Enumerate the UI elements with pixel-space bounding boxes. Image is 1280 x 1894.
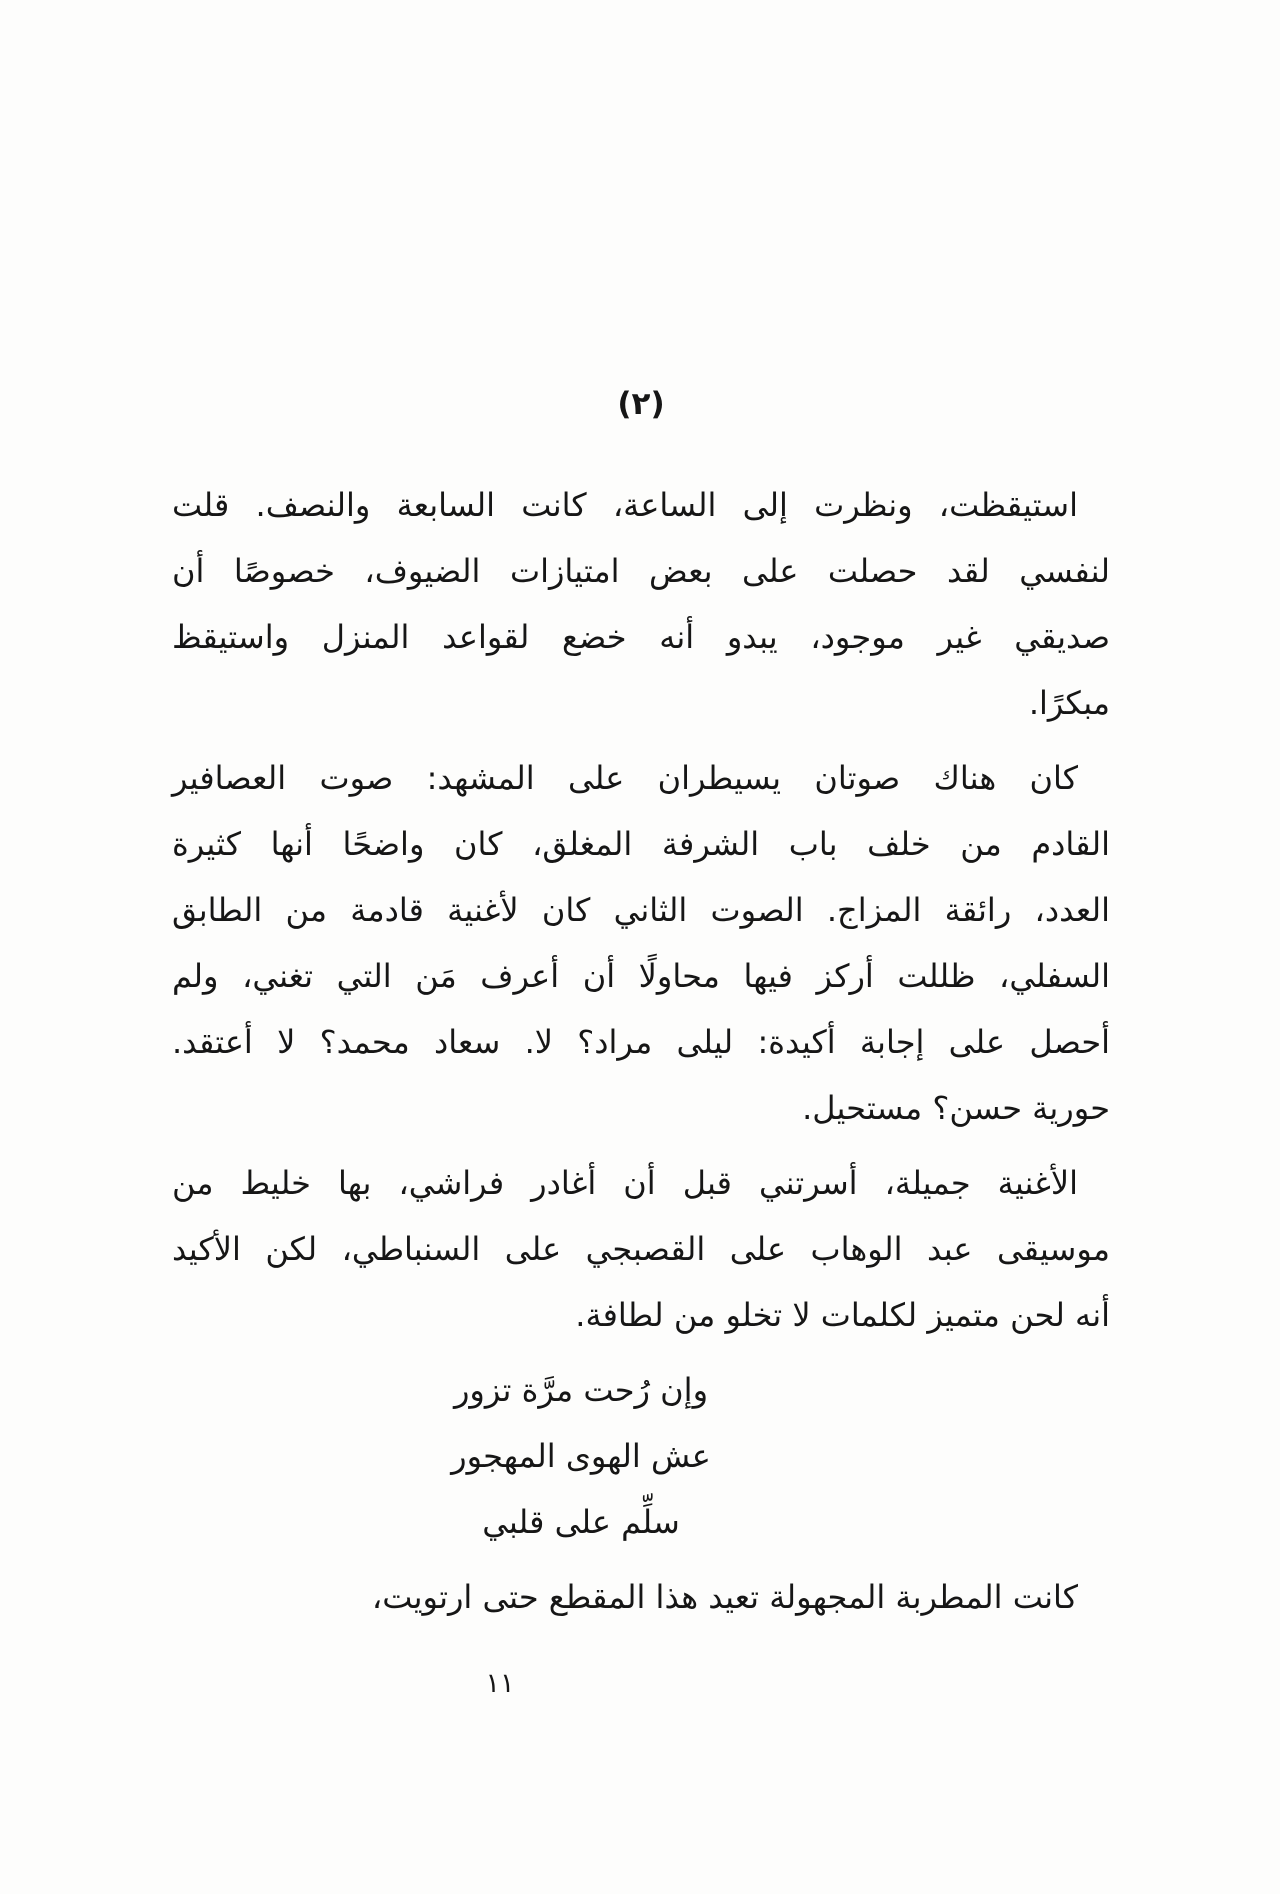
text-line: كانت المطربة المجهولة تعيد هذا المقطع حتى ارتويت، <box>371 1578 1078 1616</box>
text-line: مبكرًا. <box>1028 684 1110 722</box>
text-line: الأغنية جميلة، أسرتني قبل أن أغادر فراشي، بها خليط من <box>172 1164 1078 1202</box>
text-line: السفلي، ظللت أركز فيها محاولًا أن أعرف مَن التي تغني، ولم <box>172 957 1110 995</box>
page-number: ١١ <box>485 1668 515 1699</box>
text-line: حورية حسن؟ مستحيل. <box>802 1089 1110 1127</box>
text-line: موسيقى عبد الوهاب على القصبجي على السنباطي، لكن الأكيد <box>172 1230 1110 1268</box>
text-line: استيقظت، ونظرت إلى الساعة، كانت السابعة والنصف. قلت <box>172 486 1078 524</box>
text-line: أحصل على إجابة أكيدة: ليلى مراد؟ لا. سعاد محمد؟ لا أعتقد. <box>172 1023 1110 1061</box>
text-line: القادم من خلف باب الشرفة المغلق، كان واضحًا أنها كثيرة <box>172 825 1110 863</box>
section-heading: (٢) <box>617 386 665 422</box>
text-line: العدد، رائقة المزاج. الصوت الثاني كان لأغنية قادمة من الطابق <box>172 891 1110 929</box>
text-line: كان هناك صوتان يسيطران على المشهد: صوت العصافير <box>172 759 1078 797</box>
lyric-line: سلِّم على قلبي <box>482 1503 680 1541</box>
text-line: أنه لحن متميز لكلمات لا تخلو من لطافة. <box>575 1296 1110 1334</box>
text-block <box>172 463 1110 1630</box>
lyric-line: عش الهوى المهجور <box>451 1437 711 1475</box>
text-line: صديقي غير موجود، يبدو أنه خضع لقواعد المنزل واستيقظ <box>172 618 1110 656</box>
text-line: لنفسي لقد حصلت على بعض امتيازات الضيوف، خصوصًا أن <box>172 552 1110 590</box>
lyric-line: وإن رُحت مرَّة تزور <box>453 1371 709 1409</box>
